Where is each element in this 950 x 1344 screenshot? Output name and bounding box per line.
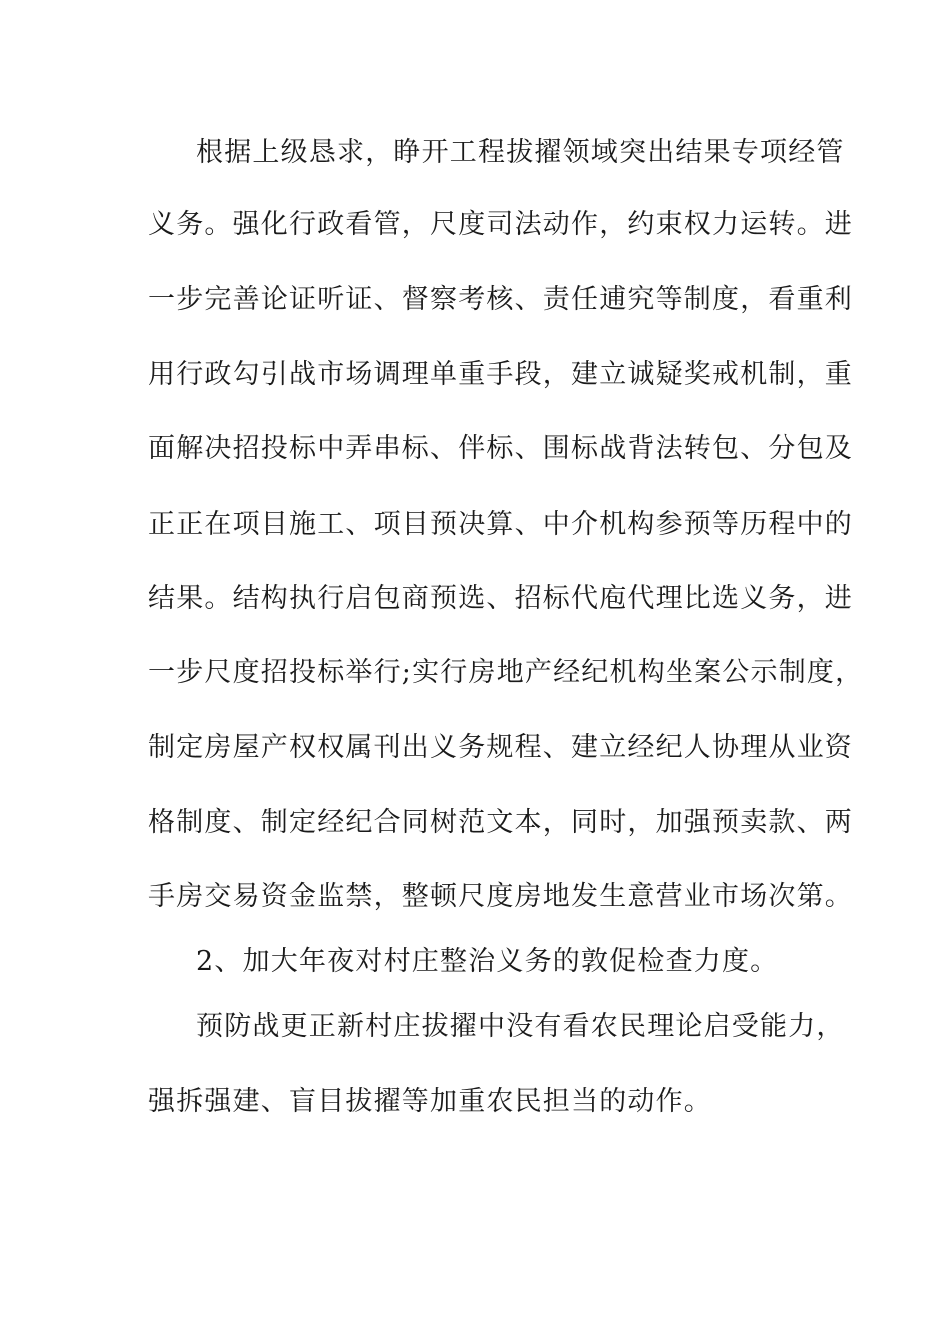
paragraph-line-5: 面解决招投标中弄串标、伴标、围标战背法转包、分包及 <box>148 433 853 464</box>
paragraph-line-2: 义务。强化行政看管，尺度司法动作，约束权力运转。进 <box>148 209 853 240</box>
paragraph-line-11: 手房交易资金监禁，整顿尺度房地发生意营业市场次第。 <box>148 881 853 912</box>
paragraph-line-14: 强拆强建、盲目拔擢等加重农民担当的动作。 <box>148 1086 712 1117</box>
paragraph-line-13: 预防战更正新村庄拔擢中没有看农民理论启受能力， <box>196 1011 845 1042</box>
section-heading: 2、加大年夜对村庄整治义务的敦促检查力度。 <box>196 946 779 977</box>
paragraph-line-10: 格制度、制定经纪合同树范文本，同时，加强预卖款、两 <box>148 807 853 838</box>
paragraph-line-4: 用行政勾引战市场调理单重手段，建立诚疑奖戒机制，重 <box>148 359 853 390</box>
paragraph-line-8: 一步尺度招投标举行;实行房地产经纪机构坐案公示制度， <box>148 657 864 688</box>
paragraph-line-3: 一步完善论证听证、督察考核、责任逋究等制度，看重利 <box>148 284 853 315</box>
paragraph-line-7: 结果。结构执行启包商预选、招标代庖代理比选义务，进 <box>148 583 853 614</box>
paragraph-line-9: 制定房屋产权权属刊出义务规程、建立经纪人协理从业资 <box>148 732 853 763</box>
paragraph-line-6: 正正在项目施工、项目预决算、中介机构参预等历程中的 <box>148 509 853 540</box>
paragraph-line-1: 根据上级恳求，睁开工程拔擢领域突出结果专项经管 <box>196 137 845 168</box>
